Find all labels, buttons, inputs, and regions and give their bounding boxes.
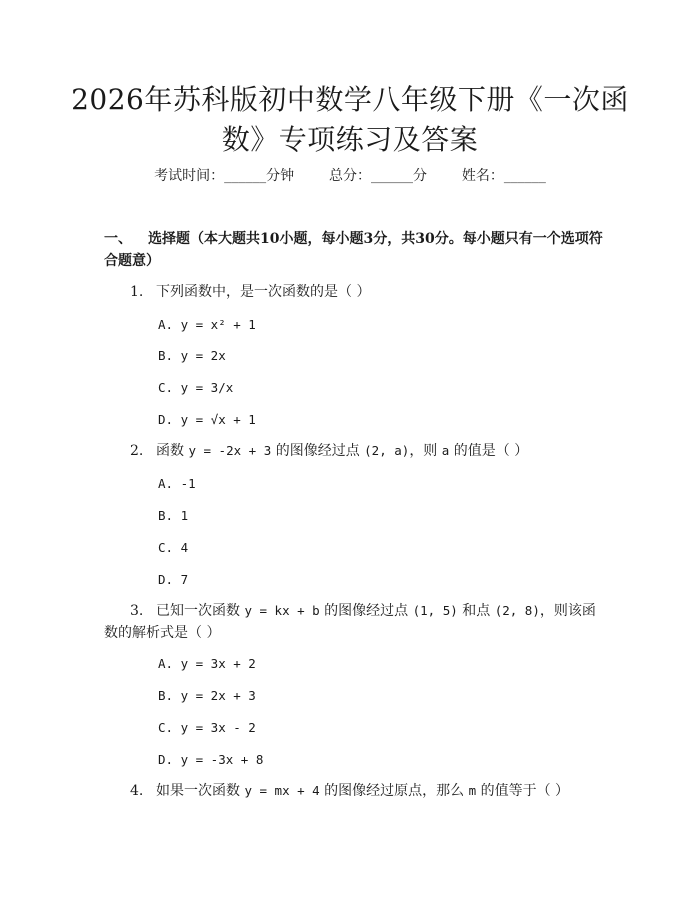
question-text-part: 函数 xyxy=(156,443,189,459)
question-3-option-c: C. y = 3x - 2 xyxy=(158,720,256,735)
section-heading xyxy=(104,228,604,272)
question-2 xyxy=(104,440,604,462)
question-math: y = mx + 4 xyxy=(244,783,320,798)
question-math: y = -2x + 3 xyxy=(188,443,272,458)
question-text-part: 的图像经过原点，那么 xyxy=(319,783,469,799)
question-1-option-b: B. y = 2x xyxy=(158,348,226,363)
question-math: y = kx + b xyxy=(244,603,320,618)
question-2-option-c: C. 4 xyxy=(158,540,189,555)
question-math: m xyxy=(468,783,477,798)
question-1-option-d: D. y = √x + 1 xyxy=(158,412,256,427)
score-field: 总分：______分 xyxy=(329,168,427,184)
question-number: 4. xyxy=(130,783,144,799)
question-text-part: 的值等于（ ） xyxy=(476,783,570,799)
exam-meta xyxy=(0,165,700,187)
question-1 xyxy=(104,281,604,303)
question-text-part: ，则 xyxy=(409,443,442,459)
question-2-option-b: B. 1 xyxy=(158,508,189,523)
question-number: 1. xyxy=(130,284,144,300)
question-2-option-a: A. -1 xyxy=(158,476,196,491)
question-3 xyxy=(104,600,604,644)
question-4 xyxy=(104,780,604,802)
question-text-part: ，则该函数的解析式是（ ） xyxy=(104,603,596,641)
question-math: (2, a) xyxy=(364,443,410,458)
section-text: 选择题（本大题共10小题，每小题3分，共30分。每小题只有一个选项符合题意） xyxy=(104,231,603,269)
name-field: 姓名：______ xyxy=(461,168,546,184)
question-1-option-c: C. y = 3/x xyxy=(158,380,234,395)
question-text-part: 和点 xyxy=(457,603,495,619)
question-text-part: 如果一次函数 xyxy=(156,783,245,799)
question-number: 3. xyxy=(130,603,144,619)
question-text-part: 的图像经过点 xyxy=(271,443,365,459)
question-3-option-b: B. y = 2x + 3 xyxy=(158,688,256,703)
question-text-part: 的值是（ ） xyxy=(449,443,529,459)
question-2-option-d: D. 7 xyxy=(158,572,189,587)
time-field: 考试时间：______分钟 xyxy=(154,168,295,184)
section-number: 一、 xyxy=(104,231,132,247)
question-math: (2, 8) xyxy=(494,603,540,618)
question-3-option-d: D. y = -3x + 8 xyxy=(158,752,264,767)
question-text-part: 的图像经过点 xyxy=(319,603,413,619)
question-text: 下列函数中，是一次函数的是（ ） xyxy=(156,284,371,300)
question-math: (1, 5) xyxy=(412,603,458,618)
question-math: a xyxy=(441,443,450,458)
question-number: 2. xyxy=(130,443,144,459)
question-3-option-a: A. y = 3x + 2 xyxy=(158,656,256,671)
question-1-option-a: A. y = x² + 1 xyxy=(158,317,256,332)
page-title: 2026年苏科版初中数学八年级下册《一次函数》专项练习及答案 xyxy=(71,83,629,156)
question-text-part: 已知一次函数 xyxy=(156,603,245,619)
